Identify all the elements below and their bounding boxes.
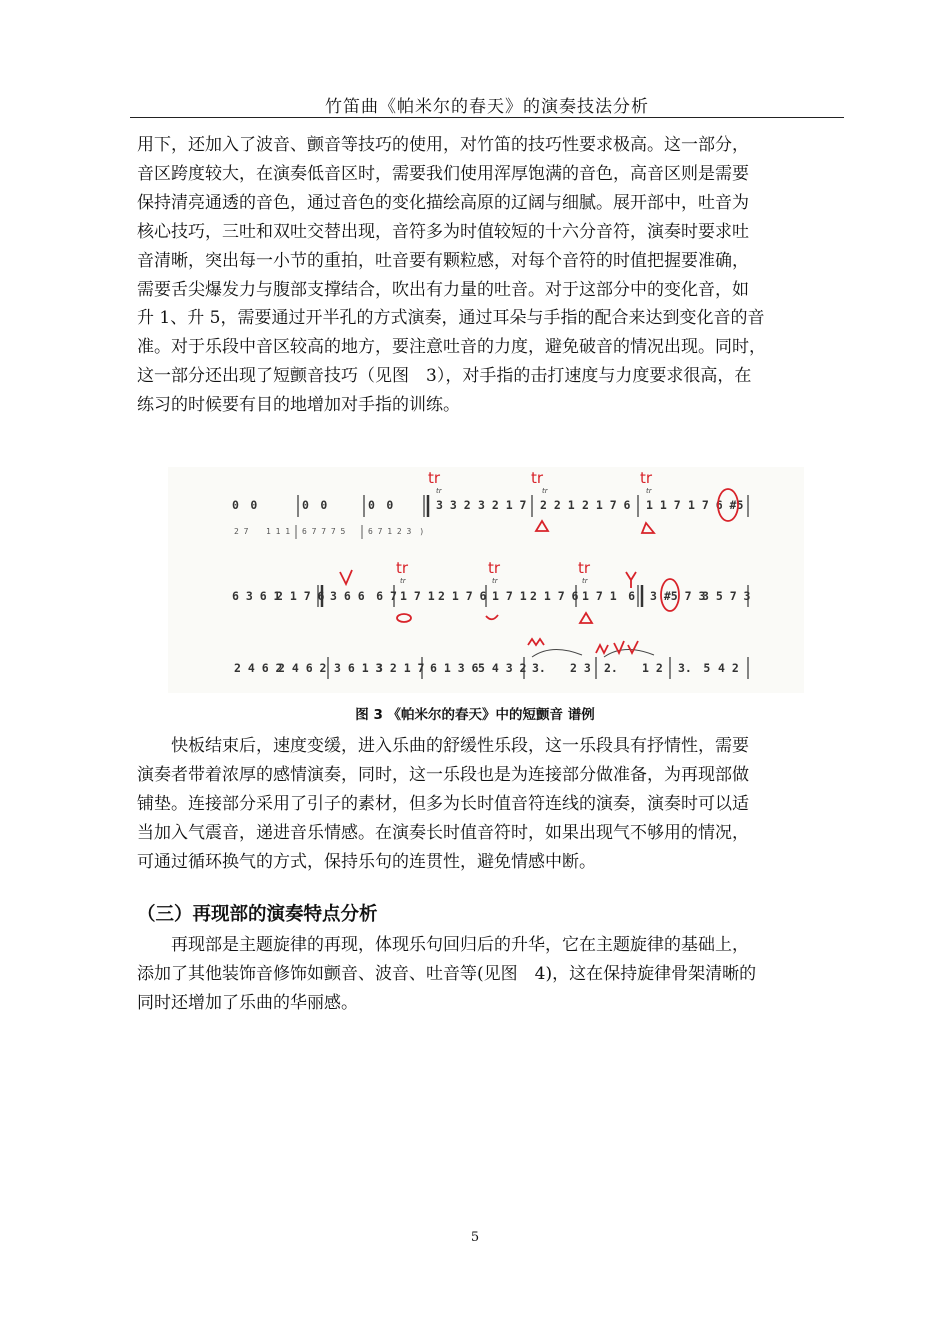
measure: 3 6 6 6 7 (330, 589, 397, 603)
measure: 3 2 1 7 (376, 661, 425, 675)
red-triangle-annotation (580, 613, 592, 623)
measure: 0 0 (302, 498, 328, 512)
red-y-annotation (626, 572, 636, 588)
red-mordent-annotation (528, 639, 544, 645)
slur (532, 649, 582, 657)
measure: 0 0 (368, 498, 394, 512)
paragraph-1 (137, 131, 837, 420)
red-triangle-annotation (536, 521, 548, 531)
text-line: 练习的时候要有目的地增加对手指的训练。 (137, 395, 460, 416)
red-tick-annotation (628, 641, 638, 653)
red-triangle-annotation (642, 523, 654, 533)
paragraph-2 (137, 732, 837, 877)
section-heading: （三）再现部的演奏特点分析 (137, 904, 378, 925)
measure: 2 1 7 6 (530, 589, 579, 603)
trill-mark: tr (582, 577, 588, 585)
measure: 2 1 7 6 (438, 589, 487, 603)
trill-mark: tr (542, 487, 548, 495)
measure: 6 1 3 6 (430, 661, 479, 675)
text-line: 添加了其他装饰音修饰如颤音、波音、吐音等(见图 4)，这在保持旋律骨架清晰的 (137, 963, 757, 984)
text-line: 用下，还加入了波音、颤音等技巧的使用，对竹笛的技巧性要求极高。这一部分， (137, 135, 749, 155)
text-line: 这一部分还出现了短颤音技巧（见图 3），对手指的击打速度与力度要求很高，在 (137, 366, 752, 387)
red-trill-annotation: tr (396, 559, 409, 577)
measure: 6 3 6 1 (232, 589, 281, 603)
measure: 3. (532, 661, 546, 675)
text-line: 可通过循环换气的方式，保持乐句的连贯性，避免情感中断。 (137, 851, 596, 872)
measure: 1 7 1 (492, 589, 527, 603)
lower-voice: 2 7 (234, 527, 249, 536)
measure: 3 3 2 (436, 498, 471, 512)
text-line: 当加入气震音，递进音乐情感。在演奏长时值音符时，如果出现气不够用的情况， (137, 822, 749, 843)
measure: 1 7 6 #5 (688, 498, 744, 512)
red-wave-annotation (596, 645, 608, 653)
text-line: 再现部是主题旋律的再现，体现乐句回归后的升华，它在主题旋律的基础上， (171, 935, 749, 955)
measure: 4 2 (718, 661, 739, 675)
text-line: 保持清亮通透的音色，通过音色的变化描绘高原的辽阔与细腻。展开部中，吐音为 (137, 192, 749, 213)
figure-caption: 图 3 《帕米尔的春天》中的短颤音 谱例 (355, 707, 595, 723)
measure: 3 6 1 3 (334, 661, 383, 675)
measure: 5 4 3 2 (478, 661, 527, 675)
measure: 2 4 6 2 (278, 661, 327, 675)
measure: 2 1 7 6 (582, 498, 631, 512)
trill-mark: tr (436, 487, 442, 495)
score-figure (168, 467, 804, 693)
red-tick-annotation (486, 615, 498, 619)
red-trill-annotation: tr (578, 559, 591, 577)
red-trill-annotation: tr (640, 469, 653, 487)
measure: 1 2 (642, 661, 663, 675)
measure: 0 0 (232, 498, 258, 512)
measure: 2. (604, 661, 618, 675)
measure: 1 1 7 (646, 498, 681, 512)
text-line: 核心技巧，三吐和双吐交替出现，音符多为时值较短的十六分音符，演奏时要求吐 (137, 221, 749, 242)
text-line: 演奏者带着浓厚的感情演奏，同时，这一乐段也是为连接部分做准备，为再现部做 (137, 764, 749, 785)
lower-voice: 6 7 7 7 5 (302, 527, 346, 536)
lower-voice: 1 1 1 (266, 527, 291, 536)
text-line: 快板结束后，速度变缓，进入乐曲的舒缓性乐段，这一乐段具有抒情性，需要 (171, 736, 749, 756)
measure: 3 5 7 3 (702, 589, 751, 603)
text-line: 同时还增加了乐曲的华丽感。 (137, 992, 358, 1013)
measure: 3 #5 7 3 (650, 589, 706, 603)
red-trill-annotation: tr (531, 469, 544, 487)
numbered-notation-score (168, 467, 804, 693)
red-loop-annotation (397, 614, 411, 622)
text-line: 需要舌尖爆发力与腹部支撑结合，吹出有力量的吐音。对于这部分中的变化音，如 (137, 279, 749, 300)
measure: 2 2 1 (540, 498, 575, 512)
measure: 2 4 6 2 (234, 661, 283, 675)
trill-mark: tr (492, 577, 498, 585)
lower-voice: 6 7 1 2 3 ) (368, 527, 425, 536)
measure: 2 1 7 6 (276, 589, 325, 603)
measure: 3. 5 (678, 661, 711, 675)
text-line: 音清晰，突出每一小节的重拍，吐音要有颗粒感，对每个音符的时值把握要准确， (137, 250, 749, 271)
text-line: 升 1、升 5，需要通过开半孔的方式演奏，通过耳朵与手指的配合来达到变化音的音 (137, 308, 765, 329)
measure: 1 7 1 6 (582, 589, 636, 603)
trill-mark: tr (646, 487, 652, 495)
text-line: 铺垫。连接部分采用了引子的素材，但多为长时值音符连线的演奏，演奏时可以适 (137, 793, 749, 814)
measure: 2 3 (570, 661, 591, 675)
running-header: 竹笛曲《帕米尔的春天》的演奏技法分析 (325, 97, 649, 117)
page-number: 5 (470, 1230, 480, 1245)
header-rule (130, 117, 844, 118)
paragraph-3 (137, 931, 837, 1018)
slur (604, 649, 654, 657)
red-v-annotation (340, 570, 352, 584)
trill-mark: tr (400, 577, 406, 585)
text-line: 准。对于乐段中音区较高的地方，要注意吐音的力度，避免破音的情况出现。同时， (137, 337, 766, 358)
text-line: 音区跨度较大，在演奏低音区时，需要我们使用浑厚饱满的音色，高音区则是需要 (137, 163, 749, 184)
red-trill-annotation: tr (488, 559, 501, 577)
red-trill-annotation: tr (428, 469, 441, 487)
measure: 1 7 1 (400, 589, 435, 603)
measure: 3 2 1 7 (478, 498, 527, 512)
